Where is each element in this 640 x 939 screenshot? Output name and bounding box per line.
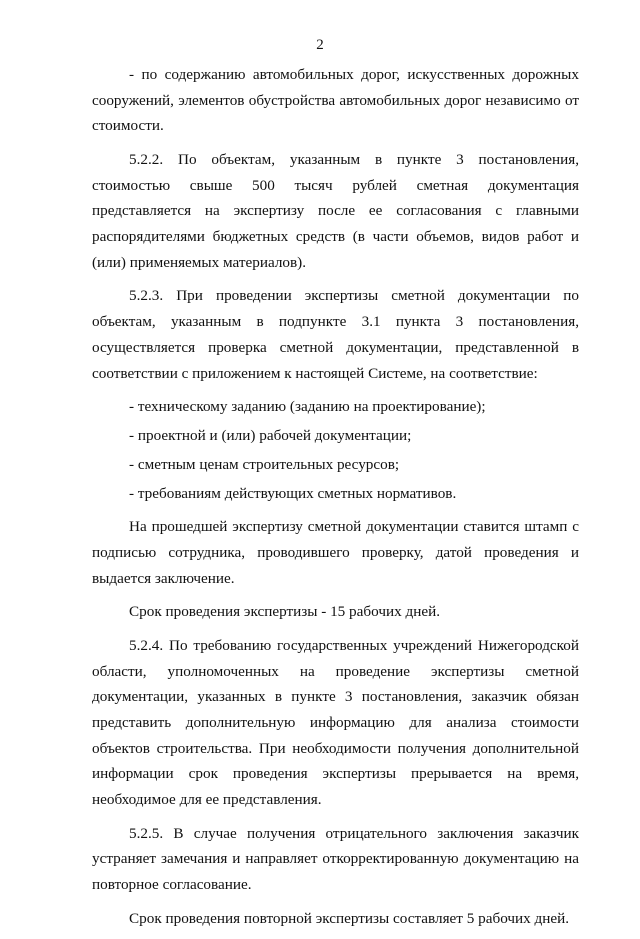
- paragraph-5-2-4: 5.2.4. По требованию государственных учреждений Нижегородской области, уполномоченных на проведение экспертизы сметной документации, указанных в пункте 3 постановления, заказчик обязан представить дополнительную информацию для анализа стоимости объектов строительства. При необходимости получения дополнительной информации срок проведения экспертизы прерывается на время, необходимое для ее представления.: [92, 636, 579, 809]
- paragraph-5-2-2: 5.2.2. По объектам, указанным в пункте 3 постановления, стоимостью свыше 500 тысяч рублей сметная документация представляется на экспертизу после ее согласования с главными распорядителями бюджетных средств (в части объемов, видов работ и (или) применяемых материалов).: [92, 151, 579, 271]
- paragraph-expertise-term: Срок проведения экспертизы - 15 рабочих дней.: [129, 603, 441, 621]
- paragraph-road-maintenance: - по содержанию автомобильных дорог, искусственных дорожных сооружений, элементов обустройства автомобильных дорог независимо от стоимости.: [92, 66, 579, 135]
- list-item-resource-prices: - сметным ценам строительных ресурсов;: [129, 455, 400, 473]
- page-number: 2: [316, 37, 324, 53]
- paragraph-stamp-conclusion: На прошедшей экспертизу сметной документации ставится штамп с подписью сотрудника, проводившего проверку, датой проведения и выдается заключение.: [92, 518, 579, 587]
- paragraph-5-2-5: 5.2.5. В случае получения отрицательного заключения заказчик устраняет замечания и направляет откорректированную документацию на повторное согласование.: [92, 824, 579, 894]
- paragraph-repeat-expertise-term: Срок проведения повторной экспертизы составляет 5 рабочих дней.: [129, 909, 570, 927]
- list-item-technical-task: - техническому заданию (заданию на проектирование);: [129, 398, 486, 416]
- list-item-estimate-standards: - требованиям действующих сметных нормативов.: [129, 484, 457, 502]
- list-item-project-documentation: - проектной и (или) рабочей документации;: [129, 427, 412, 444]
- document-body: [92, 62, 579, 939]
- paragraph-5-2-3: 5.2.3. При проведении экспертизы сметной документации по объектам, указанным в подпункте 3.1 пункта 3 постановления, осуществляется проверка сметной документации, представленной в соответствии с приложением к настоящей Системе, на соответствие:: [92, 287, 579, 382]
